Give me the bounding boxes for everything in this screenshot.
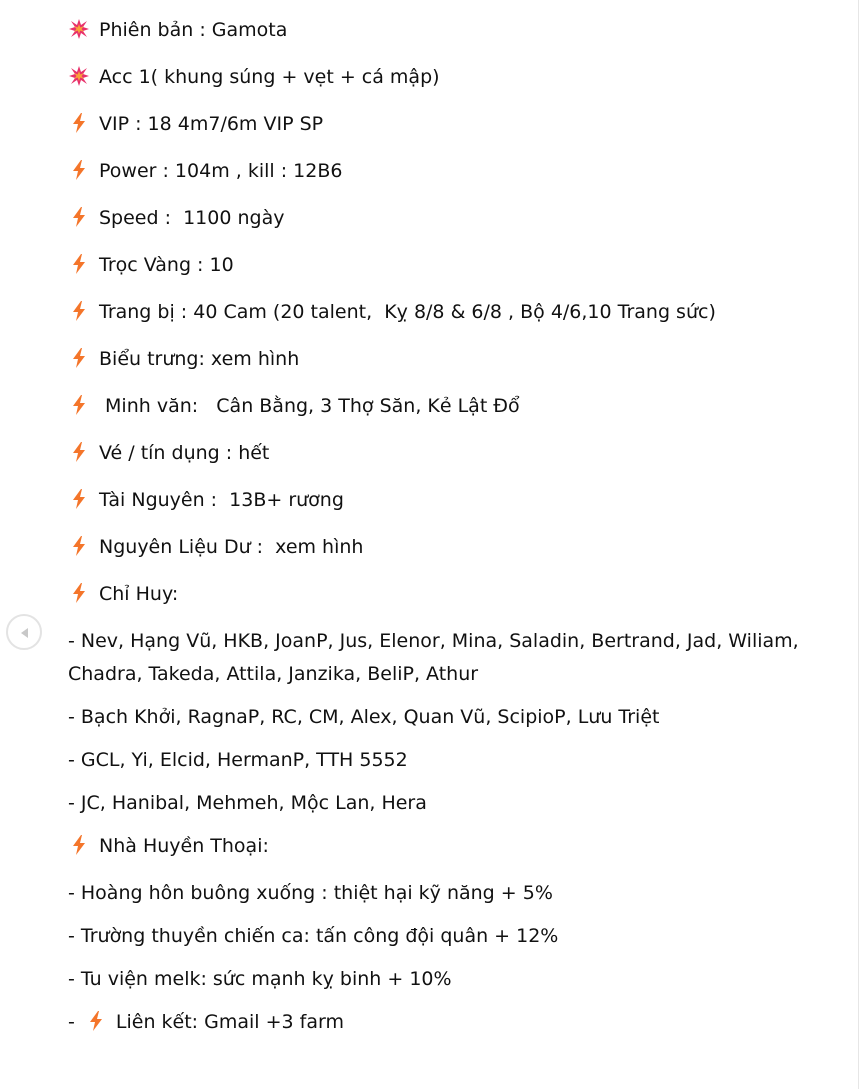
info-line: [68, 296, 848, 329]
info-line: [68, 484, 848, 517]
legendary-house-line: - Hoàng hôn buông xuống : thiệt hại kỹ năng + 5%: [68, 882, 553, 904]
lightning-icon: [68, 159, 90, 181]
info-line: [68, 390, 848, 423]
info-line-text: Vé / tín dụng : hết: [99, 442, 270, 464]
info-line: [68, 578, 848, 611]
commander-list: [68, 625, 848, 820]
link-line: [68, 1006, 848, 1039]
previous-button[interactable]: [6, 614, 42, 650]
info-line-text: Tài Nguyên : 13B+ rương: [99, 489, 344, 511]
info-line-text: VIP : 18 4m7/6m VIP SP: [99, 113, 324, 135]
info-line: [68, 108, 848, 141]
link-text: Liên kết: Gmail +3 farm: [115, 1011, 344, 1033]
lightning-icon: [68, 300, 90, 322]
explosion-icon: [68, 18, 90, 40]
divider: [858, 0, 859, 1089]
lightning-icon: [85, 1010, 107, 1032]
lightning-icon: [68, 582, 90, 604]
info-line: [68, 202, 848, 235]
info-line-text: Speed : 1100 ngày: [99, 207, 285, 229]
commander-line: - GCL, Yi, Elcid, HermanP, TTH 5552: [68, 749, 408, 771]
legendary-house-label: Nhà Huyền Thoại:: [99, 835, 269, 857]
legendary-house-list: [68, 877, 848, 996]
info-line: [68, 155, 848, 188]
info-line-text: Nguyên Liệu Dư : xem hình: [99, 536, 364, 558]
lightning-icon: [68, 206, 90, 228]
lightning-icon: [68, 488, 90, 510]
lightning-icon: [68, 347, 90, 369]
info-line: [68, 437, 848, 470]
info-line: [68, 249, 848, 282]
legendary-house-line: - Trường thuyền chiến ca: tấn công đội quân + 12%: [68, 925, 559, 947]
lightning-icon: [68, 834, 90, 856]
lightning-icon: [68, 441, 90, 463]
info-line: [68, 343, 848, 376]
info-line-text: Phiên bản : Gamota: [99, 19, 288, 41]
info-list: [68, 14, 848, 611]
info-line-text: Acc 1( khung súng + vẹt + cá mập): [99, 66, 440, 88]
info-line-text: Power : 104m , kill : 12B6: [99, 160, 343, 182]
commander-line: - Nev, Hạng Vũ, HKB, JoanP, Jus, Elenor, Mina, Saladin, Bertrand, Jad, Wiliam, Chadra, Takeda, Attila, Janzika, BeliP, Athur: [68, 630, 799, 685]
info-line: [68, 61, 848, 94]
listing-content: [68, 14, 848, 1053]
info-line: [68, 531, 848, 564]
legendary-house-heading: [68, 830, 848, 863]
lightning-icon: [68, 253, 90, 275]
commander-line: - Bạch Khởi, RagnaP, RC, CM, Alex, Quan Vũ, ScipioP, Lưu Triệt: [68, 706, 660, 728]
commander-line: - JC, Hanibal, Mehmeh, Mộc Lan, Hera: [68, 792, 427, 814]
info-line-text: Trọc Vàng : 10: [99, 254, 234, 276]
lightning-icon: [68, 535, 90, 557]
info-line: [68, 14, 848, 47]
info-line-text: Trang bị : 40 Cam (20 talent, Kỵ 8/8 & 6/8 , Bộ 4/6,10 Trang sức): [99, 301, 716, 323]
info-line-text: Minh văn: Cân Bằng, 3 Thợ Săn, Kẻ Lật Đổ: [99, 395, 520, 417]
info-line-text: Chỉ Huy:: [99, 583, 179, 605]
explosion-icon: [68, 65, 90, 87]
chevron-left-icon: [18, 626, 32, 640]
lightning-icon: [68, 394, 90, 416]
info-line-text: Biểu trưng: xem hình: [99, 348, 300, 370]
lightning-icon: [68, 112, 90, 134]
legendary-house-line: - Tu viện melk: sức mạnh kỵ binh + 10%: [68, 968, 452, 990]
link-prefix: -: [68, 1011, 75, 1033]
